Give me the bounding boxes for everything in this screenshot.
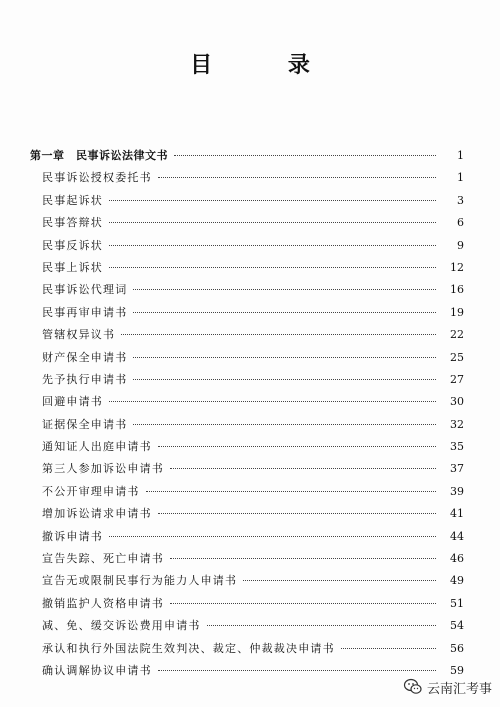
toc-entry-label: 确认调解协议申请书 bbox=[42, 663, 152, 677]
dot-leader bbox=[243, 580, 436, 581]
toc-entry-label: 民事起诉状 bbox=[42, 193, 103, 207]
toc-entry bbox=[30, 235, 464, 257]
toc-entry-label: 民事反诉状 bbox=[42, 238, 103, 252]
toc-entry-label: 通知证人出庭申请书 bbox=[42, 440, 152, 454]
dot-leader bbox=[109, 401, 436, 402]
toc-entry-label: 民事诉讼代理词 bbox=[42, 283, 128, 297]
dot-leader bbox=[174, 155, 436, 156]
toc-entry bbox=[30, 257, 464, 279]
toc-entry bbox=[30, 615, 464, 637]
toc-entry-label: 撤销监护人资格申请书 bbox=[42, 596, 164, 610]
toc-entry bbox=[30, 212, 464, 234]
toc-entry-page: 9 bbox=[457, 238, 464, 252]
toc-entry-page: 35 bbox=[450, 440, 464, 454]
dot-leader bbox=[158, 177, 436, 178]
dot-leader bbox=[121, 334, 436, 335]
toc-entry bbox=[30, 347, 464, 369]
toc-entry-page: 25 bbox=[450, 350, 464, 364]
dot-leader bbox=[146, 491, 436, 492]
toc-entry bbox=[30, 548, 464, 570]
dot-leader bbox=[133, 379, 436, 380]
toc-entry-page: 6 bbox=[457, 216, 464, 230]
toc-entry-label: 财产保全申请书 bbox=[42, 350, 128, 364]
toc-entry bbox=[30, 414, 464, 436]
toc-chapter-entry bbox=[30, 145, 464, 167]
toc-entry bbox=[30, 167, 464, 189]
dot-leader bbox=[207, 625, 436, 626]
toc-entry-label: 回避申请书 bbox=[42, 395, 103, 409]
dot-leader bbox=[133, 289, 436, 290]
toc-entry-page: 59 bbox=[450, 663, 464, 677]
toc-entry-page: 1 bbox=[457, 171, 464, 185]
table-of-contents bbox=[30, 145, 464, 682]
toc-entry-label: 宣告无或限制民事行为能力人申请书 bbox=[42, 574, 238, 588]
toc-entry bbox=[30, 190, 464, 212]
toc-entry-page: 16 bbox=[450, 283, 464, 297]
toc-entry-page: 22 bbox=[450, 328, 464, 342]
toc-entry bbox=[30, 458, 464, 480]
toc-entry-page: 46 bbox=[450, 552, 464, 566]
toc-entry-label: 承认和执行外国法院生效判决、裁定、仲裁裁决申请书 bbox=[42, 641, 335, 655]
page-title: 目 录 bbox=[190, 53, 344, 78]
toc-entry bbox=[30, 481, 464, 503]
toc-entry-page: 39 bbox=[450, 484, 464, 498]
toc-entry bbox=[30, 526, 464, 548]
toc-entry-page: 54 bbox=[450, 619, 464, 633]
toc-entry-label: 先予执行申请书 bbox=[42, 372, 128, 386]
watermark bbox=[403, 677, 492, 697]
toc-entry-label: 民事答辩状 bbox=[42, 216, 103, 230]
toc-entry-label: 第三人参加诉讼申请书 bbox=[42, 462, 164, 476]
dot-leader bbox=[133, 312, 436, 313]
dot-leader bbox=[170, 603, 436, 604]
toc-entry-page: 56 bbox=[450, 641, 464, 655]
watermark-text: 云南汇考事 bbox=[426, 681, 492, 697]
dot-leader bbox=[109, 536, 436, 537]
toc-entry-page: 41 bbox=[450, 507, 464, 521]
dot-leader bbox=[170, 468, 436, 469]
toc-entry bbox=[30, 638, 464, 660]
toc-entry-label: 第一章 民事诉讼法律文书 bbox=[30, 149, 168, 162]
toc-entry bbox=[30, 279, 464, 301]
toc-entry bbox=[30, 324, 464, 346]
toc-entry bbox=[30, 369, 464, 391]
toc-entry bbox=[30, 503, 464, 525]
toc-entry-page: 44 bbox=[450, 529, 464, 543]
toc-entry bbox=[30, 593, 464, 615]
toc-entry-label: 民事上诉状 bbox=[42, 260, 103, 274]
dot-leader bbox=[133, 357, 436, 358]
dot-leader bbox=[158, 446, 436, 447]
toc-entry-label: 减、免、缓交诉讼费用申请书 bbox=[42, 619, 201, 633]
toc-entry-label: 证据保全申请书 bbox=[42, 417, 128, 431]
dot-leader bbox=[109, 200, 436, 201]
toc-entry-page: 19 bbox=[450, 305, 464, 319]
toc-entry bbox=[30, 660, 464, 682]
toc-entry-page: 37 bbox=[450, 462, 464, 476]
toc-entry-page: 49 bbox=[450, 574, 464, 588]
toc-entry-label: 撤诉申请书 bbox=[42, 529, 103, 543]
toc-entry-page: 51 bbox=[450, 596, 464, 610]
toc-entry-label: 宣告失踪、死亡申请书 bbox=[42, 552, 164, 566]
dot-leader bbox=[109, 267, 436, 268]
toc-entry bbox=[30, 391, 464, 413]
dot-leader bbox=[341, 648, 436, 649]
wechat-icon bbox=[403, 677, 423, 697]
dot-leader bbox=[109, 245, 436, 246]
toc-entry-page: 30 bbox=[450, 395, 464, 409]
toc-entry bbox=[30, 302, 464, 324]
toc-entry-label: 民事再审申请书 bbox=[42, 305, 128, 319]
toc-entry-label: 民事诉讼授权委托书 bbox=[42, 171, 152, 185]
toc-entry bbox=[30, 570, 464, 592]
dot-leader bbox=[158, 670, 436, 671]
toc-entry-page: 3 bbox=[457, 193, 464, 207]
dot-leader bbox=[133, 424, 436, 425]
dot-leader bbox=[170, 558, 436, 559]
toc-entry-label: 管辖权异议书 bbox=[42, 328, 116, 342]
dot-leader bbox=[109, 222, 436, 223]
toc-entry-label: 不公开审理申请书 bbox=[42, 484, 140, 498]
toc-entry-page: 27 bbox=[450, 372, 464, 386]
toc-entry-page: 12 bbox=[450, 260, 464, 274]
toc-entry-page: 1 bbox=[457, 149, 464, 162]
toc-entry-label: 增加诉讼请求申请书 bbox=[42, 507, 152, 521]
dot-leader bbox=[158, 513, 436, 514]
toc-entry-page: 32 bbox=[450, 417, 464, 431]
toc-entry bbox=[30, 436, 464, 458]
